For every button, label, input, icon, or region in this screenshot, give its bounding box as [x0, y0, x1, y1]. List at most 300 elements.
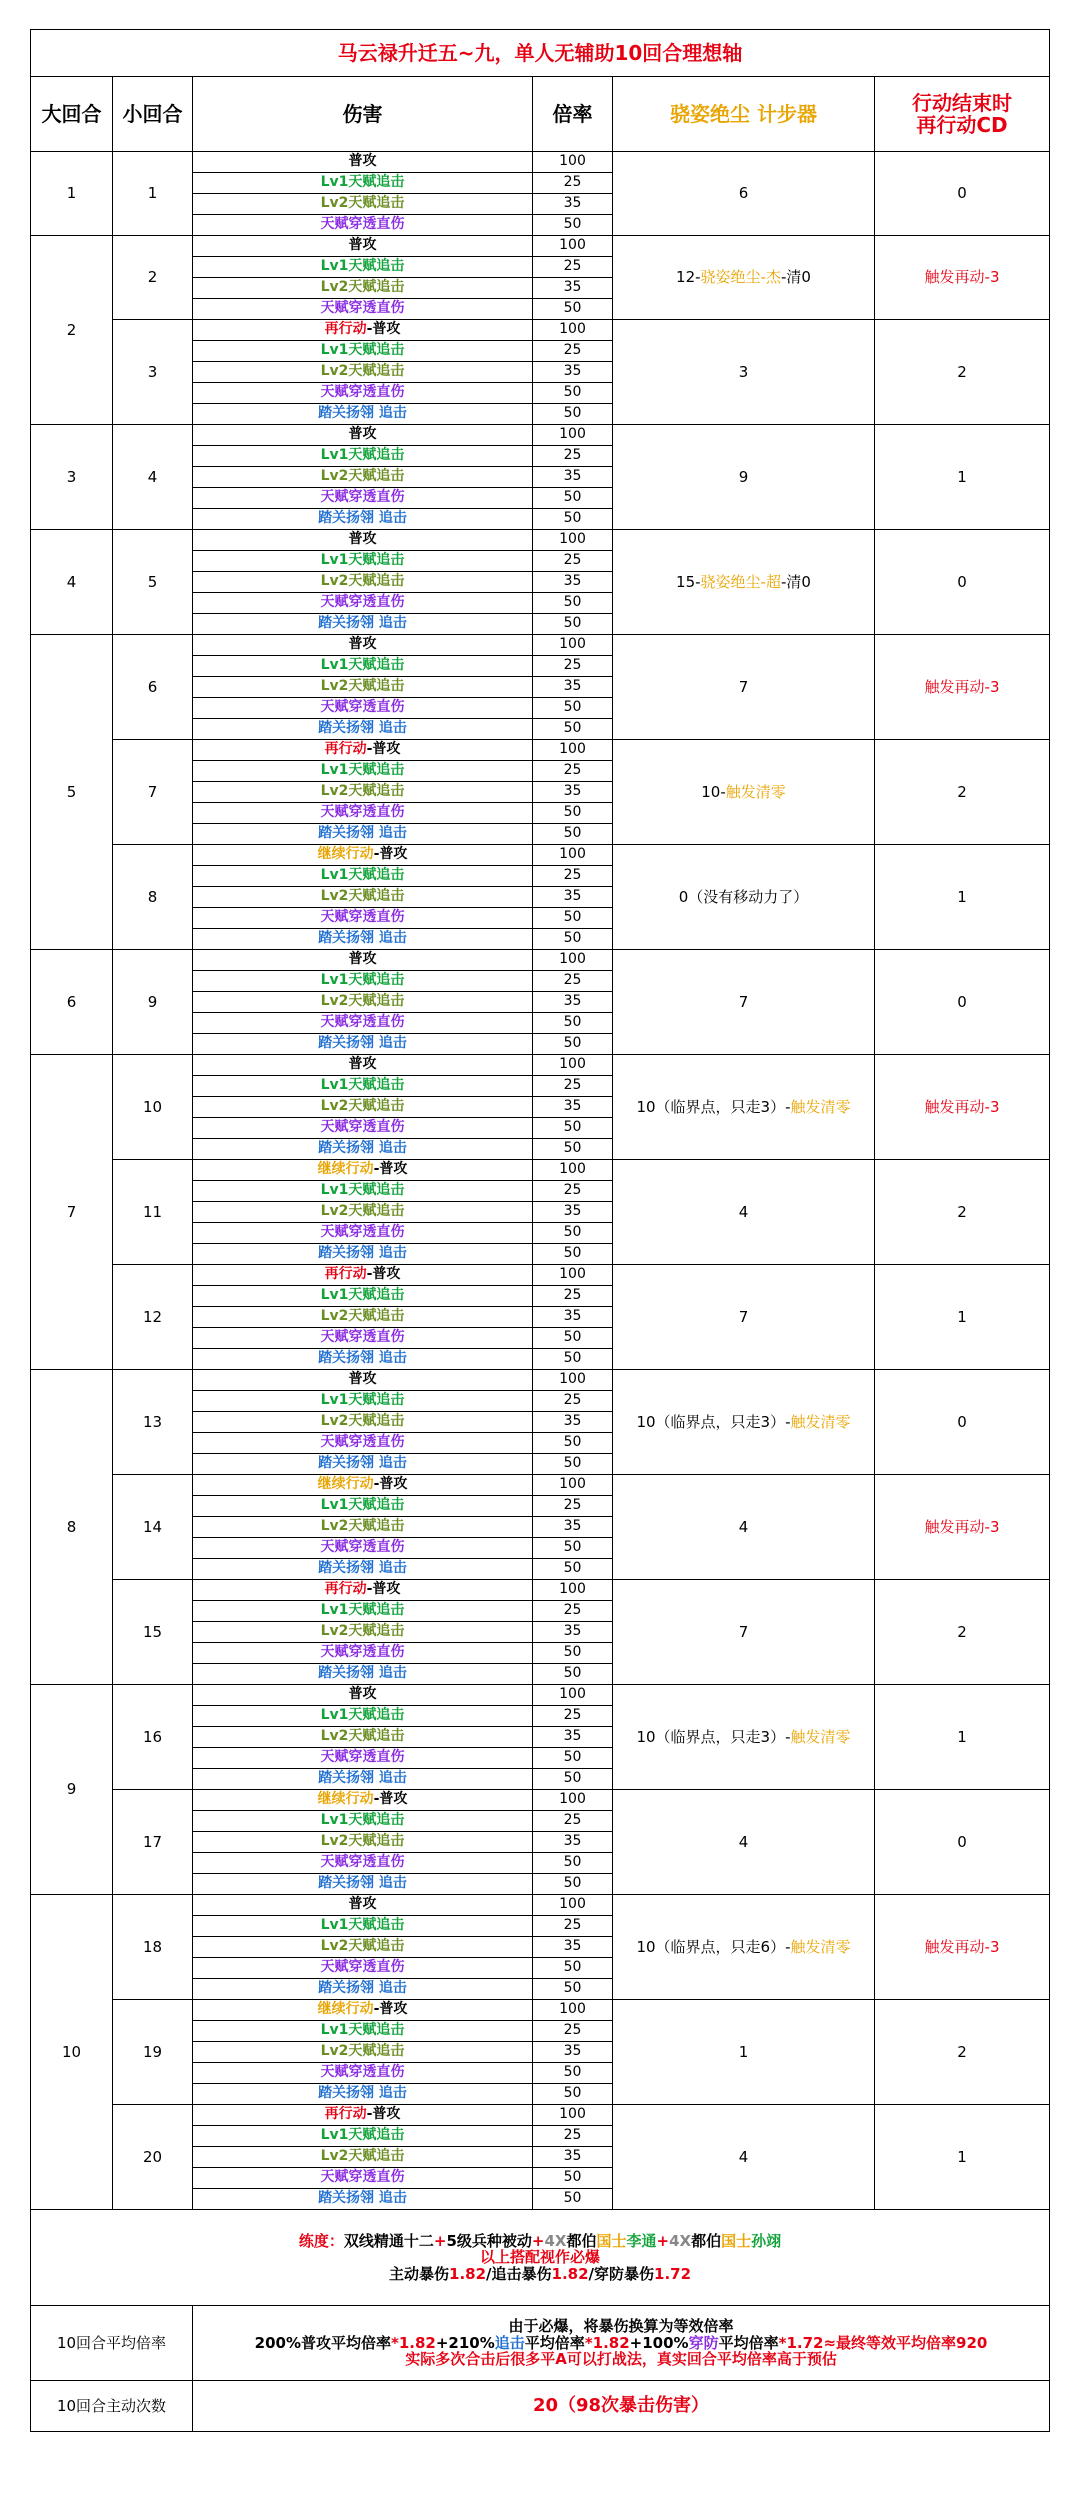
rate-cell: 25	[533, 866, 613, 887]
rate-cell: 35	[533, 1517, 613, 1538]
counter-text: 0（没有移动力了）	[678, 887, 809, 906]
big-round-cell: 1	[31, 152, 113, 236]
counter-text: 触发清零	[725, 782, 786, 801]
training-text: +	[531, 2231, 545, 2250]
counter-text: 9	[738, 467, 749, 486]
rate-cell: 50	[533, 404, 613, 425]
cd-text: 2	[957, 1202, 967, 1221]
cd-text: 触发再动-3	[924, 1097, 1000, 1116]
damage-cell	[193, 845, 533, 866]
avg-rate-text: 追击	[494, 2333, 525, 2352]
damage-text: Lv2天赋追击	[320, 1413, 405, 1430]
damage-text: Lv2天赋追击	[320, 1098, 405, 1115]
damage-cell	[193, 2042, 533, 2063]
cd-cell	[875, 845, 1050, 950]
rate-cell: 50	[533, 824, 613, 845]
cd-text: 触发再动-3	[924, 677, 1000, 696]
rate-cell: 50	[533, 1118, 613, 1139]
counter-cell	[613, 1370, 875, 1475]
training-text: 李通	[626, 2231, 657, 2250]
cd-text: 0	[957, 184, 967, 203]
damage-text: 再行动	[324, 321, 367, 338]
avg-rate-text: 实际多次合击后很多平A可以打战法，真实回合平均倍率高于预估	[405, 2350, 837, 2369]
rate-cell: 25	[533, 551, 613, 572]
rate-cell: 25	[533, 2021, 613, 2042]
damage-cell	[193, 971, 533, 992]
cd-text: 1	[957, 1727, 967, 1746]
rate-cell: 50	[533, 1538, 613, 1559]
damage-cell	[193, 1349, 533, 1370]
damage-cell	[193, 236, 533, 257]
cd-cell	[875, 425, 1050, 530]
rate-cell: 100	[533, 1160, 613, 1181]
training-text: 4X	[544, 2231, 567, 2250]
rate-cell: 100	[533, 950, 613, 971]
rate-cell: 50	[533, 1013, 613, 1034]
counter-text: 4	[738, 1202, 749, 1221]
damage-cell	[193, 2000, 533, 2021]
rate-cell: 100	[533, 1475, 613, 1496]
cd-text: 2	[957, 2042, 967, 2061]
table-row	[31, 1370, 1050, 1391]
cd-cell	[875, 1160, 1050, 1265]
counter-cell	[613, 1790, 875, 1895]
table-row	[31, 1790, 1050, 1811]
damage-cell	[193, 1391, 533, 1412]
table-row	[31, 425, 1050, 446]
counter-text: 4	[738, 1832, 749, 1851]
training-line	[31, 2266, 1049, 2283]
damage-cell	[193, 614, 533, 635]
rate-cell: 35	[533, 1412, 613, 1433]
damage-text: 天赋穿透直伤	[320, 216, 405, 233]
counter-text: 7	[738, 1307, 749, 1326]
damage-cell	[193, 1055, 533, 1076]
damage-text: -普攻	[373, 2001, 408, 2018]
rate-cell: 35	[533, 362, 613, 383]
damage-text: 踏关扬翎 追击	[318, 1560, 407, 1577]
damage-cell	[193, 929, 533, 950]
damage-cell	[193, 425, 533, 446]
damage-cell	[193, 824, 533, 845]
damage-text: 踏关扬翎 追击	[318, 1875, 407, 1892]
rate-cell: 50	[533, 1853, 613, 1874]
damage-text: 踏关扬翎 追击	[318, 720, 407, 737]
counter-text: -清0	[780, 572, 811, 591]
cd-text: 0	[957, 572, 967, 591]
damage-text: Lv1天赋追击	[320, 1287, 405, 1304]
training-line	[31, 2233, 1049, 2250]
rate-cell: 100	[533, 2000, 613, 2021]
rate-cell: 50	[533, 803, 613, 824]
damage-text: Lv1天赋追击	[320, 1497, 405, 1514]
damage-text: Lv1天赋追击	[320, 867, 405, 884]
rate-cell: 50	[533, 1349, 613, 1370]
training-text: 1.82	[449, 2264, 487, 2283]
table-row	[31, 2105, 1050, 2126]
training-text: 1.72	[654, 2264, 692, 2283]
rate-cell: 100	[533, 530, 613, 551]
big-round-cell: 10	[31, 1895, 113, 2210]
active-count-row	[31, 2381, 1050, 2432]
damage-text: 天赋穿透直伤	[320, 1014, 405, 1031]
damage-text: Lv2天赋追击	[320, 993, 405, 1010]
damage-text: Lv2天赋追击	[320, 195, 405, 212]
damage-text: -普攻	[366, 2106, 401, 2123]
damage-cell	[193, 1181, 533, 1202]
damage-text: Lv2天赋追击	[320, 573, 405, 590]
damage-cell	[193, 1223, 533, 1244]
rate-cell: 35	[533, 572, 613, 593]
small-round-cell: 1	[113, 152, 193, 236]
damage-cell	[193, 2084, 533, 2105]
rate-cell: 25	[533, 1496, 613, 1517]
header-big-round: 大回合	[31, 77, 113, 152]
damage-text: -普攻	[366, 741, 401, 758]
counter-cell	[613, 1055, 875, 1160]
damage-cell	[193, 152, 533, 173]
damage-cell	[193, 740, 533, 761]
damage-text: Lv2天赋追击	[320, 363, 405, 380]
cd-text: 触发再动-3	[924, 268, 1000, 287]
rate-cell: 100	[533, 1055, 613, 1076]
counter-text: 10（临界点，只走3）-	[636, 1097, 791, 1116]
small-round-cell: 12	[113, 1265, 193, 1370]
damage-cell	[193, 1139, 533, 1160]
damage-text: Lv2天赋追击	[320, 1728, 405, 1745]
damage-text: 再行动	[324, 1266, 367, 1283]
cd-text: 2	[957, 362, 967, 381]
damage-cell	[193, 2105, 533, 2126]
damage-cell	[193, 2168, 533, 2189]
rate-cell: 35	[533, 1832, 613, 1853]
damage-cell	[193, 1517, 533, 1538]
avg-rate-text: 平均倍率	[718, 2333, 779, 2352]
damage-text: 普攻	[348, 426, 377, 443]
damage-cell	[193, 1496, 533, 1517]
rate-cell: 100	[533, 1790, 613, 1811]
cd-cell	[875, 1895, 1050, 2000]
counter-cell	[613, 425, 875, 530]
damage-cell	[193, 509, 533, 530]
damage-cell	[193, 1328, 533, 1349]
table-row	[31, 845, 1050, 866]
rate-cell: 100	[533, 2105, 613, 2126]
damage-text: Lv1天赋追击	[320, 174, 405, 191]
damage-text: 踏关扬翎 追击	[318, 405, 407, 422]
rate-cell: 25	[533, 2126, 613, 2147]
damage-text: 天赋穿透直伤	[320, 909, 405, 926]
damage-cell	[193, 1433, 533, 1454]
damage-cell	[193, 215, 533, 236]
avg-rate-line	[193, 2351, 1049, 2368]
small-round-cell: 15	[113, 1580, 193, 1685]
big-round-cell: 5	[31, 635, 113, 950]
damage-text: 普攻	[348, 153, 377, 170]
cd-text: 触发再动-3	[924, 1517, 1000, 1536]
damage-cell	[193, 950, 533, 971]
rotation-table	[30, 29, 1050, 2432]
damage-cell	[193, 278, 533, 299]
counter-cell	[613, 2105, 875, 2210]
training-text: 主动暴伤	[389, 2264, 450, 2283]
small-round-cell: 9	[113, 950, 193, 1055]
rate-cell: 50	[533, 1139, 613, 1160]
rate-cell: 50	[533, 1223, 613, 1244]
rate-cell: 100	[533, 1685, 613, 1706]
damage-cell	[193, 1286, 533, 1307]
rate-cell: 35	[533, 1937, 613, 1958]
small-round-cell: 8	[113, 845, 193, 950]
damage-cell	[193, 2126, 533, 2147]
counter-cell	[613, 2000, 875, 2105]
training-text: 孙翊	[751, 2231, 782, 2250]
active-count-value: 20（98次暴击伤害）	[193, 2381, 1050, 2432]
damage-cell	[193, 2189, 533, 2210]
damage-cell	[193, 1622, 533, 1643]
damage-cell	[193, 635, 533, 656]
damage-cell	[193, 887, 533, 908]
damage-cell	[193, 2021, 533, 2042]
damage-text: -普攻	[373, 1476, 408, 1493]
damage-text: 普攻	[348, 237, 377, 254]
rate-cell: 50	[533, 1979, 613, 2000]
damage-cell	[193, 1454, 533, 1475]
small-round-cell: 2	[113, 236, 193, 320]
counter-cell	[613, 1895, 875, 2000]
cd-text: 0	[957, 1412, 967, 1431]
counter-text: 10（临界点，只走3）-	[636, 1412, 791, 1431]
damage-cell	[193, 2147, 533, 2168]
damage-cell	[193, 404, 533, 425]
damage-cell	[193, 1559, 533, 1580]
damage-cell	[193, 341, 533, 362]
counter-text: 10（临界点，只走6）-	[636, 1937, 791, 1956]
rate-cell: 50	[533, 488, 613, 509]
rate-cell: 25	[533, 1076, 613, 1097]
damage-text: 继续行动	[317, 1791, 374, 1808]
table-row	[31, 320, 1050, 341]
damage-cell	[193, 1580, 533, 1601]
training-line	[31, 2249, 1049, 2266]
rate-cell: 50	[533, 593, 613, 614]
cd-cell	[875, 1685, 1050, 1790]
damage-cell	[193, 1916, 533, 1937]
damage-text: 踏关扬翎 追击	[318, 1140, 407, 1157]
big-round-cell: 2	[31, 236, 113, 425]
counter-text: 4	[738, 1517, 749, 1536]
header-cd-line1: 行动结束时	[912, 91, 1013, 115]
damage-cell	[193, 1937, 533, 1958]
rate-cell: 50	[533, 1328, 613, 1349]
damage-text: 天赋穿透直伤	[320, 1854, 405, 1871]
damage-text: 踏关扬翎 追击	[318, 825, 407, 842]
damage-cell	[193, 1013, 533, 1034]
cd-text: 1	[957, 2147, 967, 2166]
damage-cell	[193, 173, 533, 194]
damage-text: Lv2天赋追击	[320, 783, 405, 800]
damage-text: 天赋穿透直伤	[320, 489, 405, 506]
damage-text: Lv2天赋追击	[320, 468, 405, 485]
avg-rate-line	[193, 2335, 1049, 2352]
damage-cell	[193, 1076, 533, 1097]
damage-text: 踏关扬翎 追击	[318, 930, 407, 947]
rate-cell: 35	[533, 467, 613, 488]
damage-text: 天赋穿透直伤	[320, 594, 405, 611]
header-cd	[875, 77, 1050, 152]
damage-text: 踏关扬翎 追击	[318, 1245, 407, 1262]
training-text: 练度：	[298, 2231, 344, 2250]
table-row	[31, 1475, 1050, 1496]
counter-text: 10-	[701, 782, 726, 801]
damage-cell	[193, 656, 533, 677]
rate-cell: 35	[533, 782, 613, 803]
small-round-cell: 4	[113, 425, 193, 530]
damage-text: 天赋穿透直伤	[320, 2064, 405, 2081]
damage-cell	[193, 1412, 533, 1433]
rate-cell: 35	[533, 992, 613, 1013]
table-row	[31, 2000, 1050, 2021]
damage-text: 踏关扬翎 追击	[318, 1980, 407, 1997]
counter-text: 触发清零	[790, 1097, 851, 1116]
small-round-cell: 11	[113, 1160, 193, 1265]
small-round-cell: 19	[113, 2000, 193, 2105]
damage-text: Lv1天赋追击	[320, 447, 405, 464]
cd-cell	[875, 1265, 1050, 1370]
damage-text: Lv2天赋追击	[320, 1308, 405, 1325]
damage-cell	[193, 1643, 533, 1664]
counter-text: -清0	[780, 268, 811, 287]
damage-cell	[193, 362, 533, 383]
rate-cell: 100	[533, 845, 613, 866]
rate-cell: 25	[533, 257, 613, 278]
damage-text: 普攻	[348, 1056, 377, 1073]
counter-cell	[613, 152, 875, 236]
damage-cell	[193, 1811, 533, 1832]
rate-cell: 100	[533, 1265, 613, 1286]
cd-cell	[875, 1370, 1050, 1475]
rate-cell: 50	[533, 1748, 613, 1769]
rate-cell: 35	[533, 1727, 613, 1748]
rate-cell: 35	[533, 194, 613, 215]
training-text: 以上搭配视作必爆	[480, 2248, 601, 2267]
rate-cell: 25	[533, 1916, 613, 1937]
damage-text: Lv1天赋追击	[320, 258, 405, 275]
cd-cell	[875, 1475, 1050, 1580]
rate-cell: 25	[533, 1601, 613, 1622]
avg-rate-text: *1.72	[778, 2333, 824, 2352]
counter-text: 骁姿绝尘-杰	[700, 268, 781, 287]
cd-cell	[875, 635, 1050, 740]
rate-cell: 35	[533, 1202, 613, 1223]
counter-text: 触发清零	[790, 1727, 851, 1746]
damage-text: 再行动	[324, 1581, 367, 1598]
damage-text: 踏关扬翎 追击	[318, 1035, 407, 1052]
counter-cell	[613, 1580, 875, 1685]
damage-cell	[193, 1769, 533, 1790]
training-text: /穿防暴伤	[588, 2264, 655, 2283]
damage-text: Lv2天赋追击	[320, 279, 405, 296]
rate-cell: 35	[533, 278, 613, 299]
counter-text: 15-	[676, 572, 701, 591]
damage-text: Lv2天赋追击	[320, 1938, 405, 1955]
table-row	[31, 1895, 1050, 1916]
cd-cell	[875, 152, 1050, 236]
training-text: +	[656, 2231, 670, 2250]
rate-cell: 25	[533, 1811, 613, 1832]
damage-cell	[193, 1118, 533, 1139]
damage-text: 天赋穿透直伤	[320, 1434, 405, 1451]
cd-text: 1	[957, 887, 967, 906]
damage-text: 普攻	[348, 1371, 377, 1388]
avg-rate-text: +210%	[435, 2333, 495, 2352]
avg-rate-label: 10回合平均倍率	[31, 2306, 193, 2381]
damage-cell	[193, 530, 533, 551]
rate-cell: 35	[533, 887, 613, 908]
damage-cell	[193, 1958, 533, 1979]
damage-text: 踏关扬翎 追击	[318, 615, 407, 632]
rate-cell: 50	[533, 1244, 613, 1265]
damage-cell	[193, 194, 533, 215]
header-cd-line2: 再行动CD	[916, 113, 1008, 137]
cd-cell	[875, 1055, 1050, 1160]
rate-cell: 50	[533, 1433, 613, 1454]
damage-cell	[193, 761, 533, 782]
cd-text: 0	[957, 992, 967, 1011]
avg-rate-text: 穿防	[688, 2333, 719, 2352]
counter-cell	[613, 1475, 875, 1580]
rate-cell: 50	[533, 215, 613, 236]
training-text: 国士	[721, 2231, 752, 2250]
cd-text: 1	[957, 1307, 967, 1326]
damage-cell	[193, 1370, 533, 1391]
damage-cell	[193, 1664, 533, 1685]
damage-text: Lv1天赋追击	[320, 1182, 405, 1199]
damage-text: 踏关扬翎 追击	[318, 2190, 407, 2207]
training-text: 都伯	[566, 2231, 597, 2250]
damage-cell	[193, 1685, 533, 1706]
cd-cell	[875, 530, 1050, 635]
big-round-cell: 4	[31, 530, 113, 635]
rate-cell: 100	[533, 635, 613, 656]
damage-text: 继续行动	[317, 2001, 374, 2018]
rate-cell: 25	[533, 971, 613, 992]
damage-text: Lv1天赋追击	[320, 1392, 405, 1409]
damage-text: Lv2天赋追击	[320, 888, 405, 905]
damage-cell	[193, 383, 533, 404]
damage-text: 天赋穿透直伤	[320, 1644, 405, 1661]
damage-text: -普攻	[366, 1266, 401, 1283]
damage-text: 天赋穿透直伤	[320, 300, 405, 317]
damage-text: 普攻	[348, 531, 377, 548]
damage-text: 继续行动	[317, 846, 374, 863]
avg-rate-text: 由于必爆，将暴伤换算为等效倍率	[508, 2317, 734, 2336]
rate-cell: 50	[533, 1664, 613, 1685]
rate-cell: 50	[533, 2063, 613, 2084]
training-text: 国士	[596, 2231, 627, 2250]
damage-text: Lv1天赋追击	[320, 1707, 405, 1724]
training-text: /追击暴伤	[486, 2264, 552, 2283]
damage-cell	[193, 782, 533, 803]
damage-cell	[193, 992, 533, 1013]
rate-cell: 50	[533, 719, 613, 740]
big-round-cell: 6	[31, 950, 113, 1055]
small-round-cell: 14	[113, 1475, 193, 1580]
avg-rate-text: 平均倍率	[524, 2333, 585, 2352]
rate-cell: 50	[533, 1454, 613, 1475]
cd-cell	[875, 1790, 1050, 1895]
cd-cell	[875, 236, 1050, 320]
